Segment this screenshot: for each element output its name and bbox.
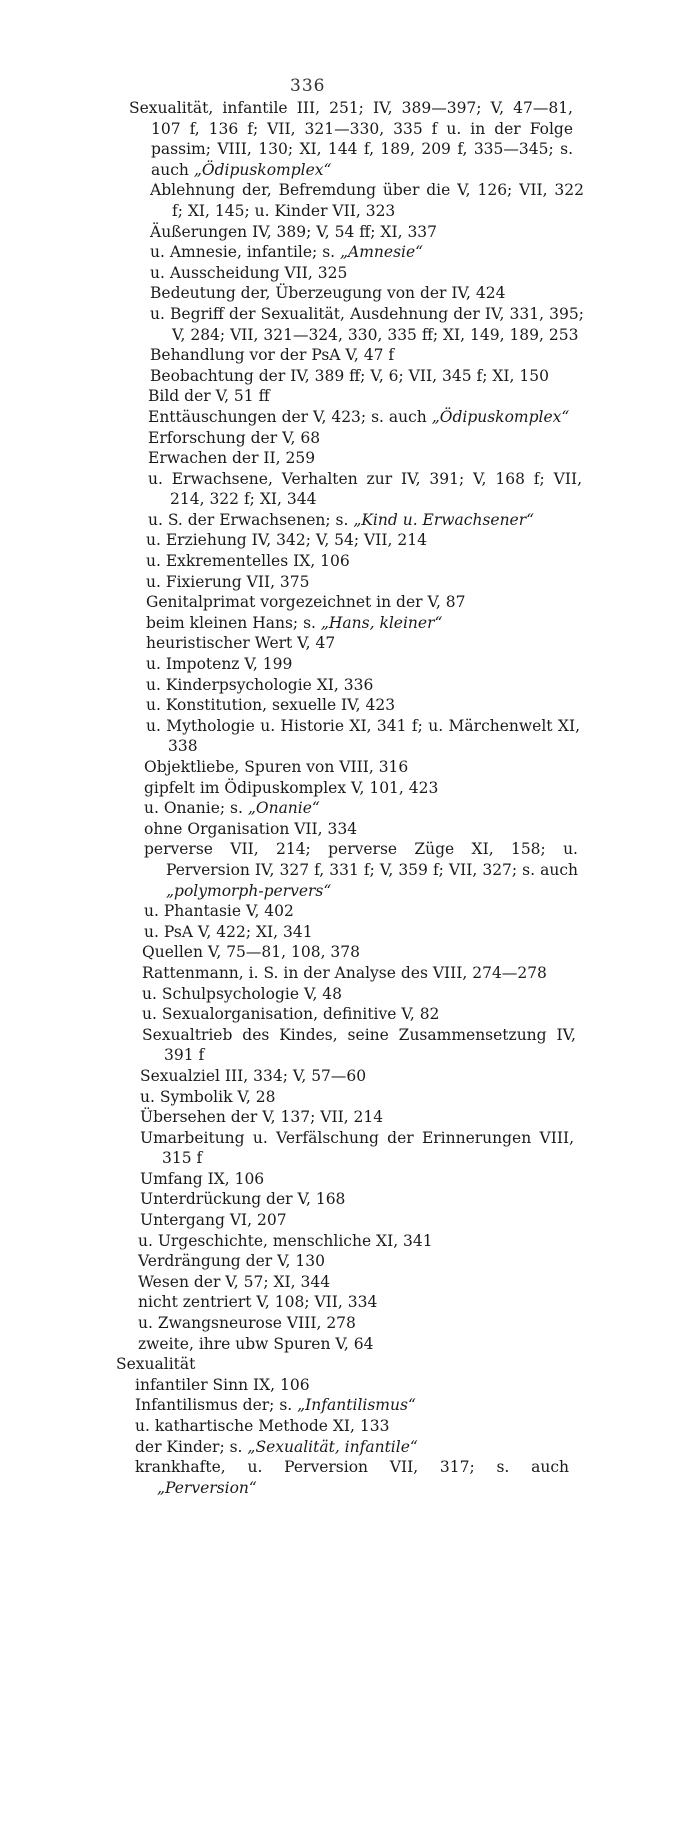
entry-text: u. Mythologie u. Historie XI, 341 f; u. Märchenwelt XI, 338 (146, 716, 580, 756)
index-subentry (150, 263, 584, 284)
entry-text: Umfang IX, 106 (140, 1169, 265, 1188)
index-subentry (146, 530, 580, 551)
index-heading (129, 98, 573, 180)
entry-text: u. Urgeschichte, menschliche XI, 341 (138, 1231, 433, 1250)
entry-text: u. Sexualorganisation, definitive V, 82 (142, 1005, 440, 1024)
index-subentry (135, 1395, 569, 1416)
entry-text: u. Kinderpsychologie XI, 336 (146, 675, 374, 694)
entry-text: infantiler Sinn IX, 106 (135, 1375, 310, 1394)
entry-crossref: „Hans, kleiner“ (320, 613, 443, 632)
index-subentry (150, 304, 584, 345)
index-subentry (150, 345, 584, 366)
entry-crossref: „Infantilismus“ (297, 1396, 416, 1415)
entry-text: beim kleinen Hans; s. (146, 613, 321, 632)
entry-text: der Kinder; s. (135, 1437, 248, 1456)
index-subentry (148, 386, 582, 407)
entry-text: u. Impotenz V, 199 (146, 655, 293, 674)
entry-text: Behandlung vor der PsA V, 47 f (150, 346, 395, 365)
index-subentry (144, 757, 578, 778)
index-subentry (142, 963, 576, 984)
index-subentry (144, 819, 578, 840)
entry-crossref: „Ödipuskomplex“ (193, 160, 332, 179)
entry-text: Beobachtung der IV, 389 ff; V, 6; VII, 345 f; XI, 150 (150, 366, 549, 385)
index-subentry (140, 1107, 574, 1128)
entry-text: u. kathartische Methode XI, 133 (135, 1417, 390, 1435)
index-subentry (148, 428, 582, 449)
index-subentry (140, 1128, 574, 1169)
index-subentry (135, 1437, 569, 1458)
entry-text: u. Fixierung VII, 375 (146, 572, 310, 591)
entry-text: u. Erziehung IV, 342; V, 54; VII, 214 (146, 531, 427, 550)
entry-text: Untergang VI, 207 (140, 1211, 287, 1230)
entry-text: Objektliebe, Spuren von VIII, 316 (144, 758, 409, 776)
index-subentry (150, 242, 584, 263)
index-subentry (150, 222, 584, 243)
index-subentry (142, 984, 576, 1005)
entry-text: Enttäuschungen der V, 423; s. auch (148, 407, 432, 426)
index-subentry (135, 1416, 569, 1437)
index-subentry (148, 469, 582, 510)
entry-text: u. Ausscheidung VII, 325 (150, 263, 348, 282)
index-subentry (144, 901, 578, 922)
entry-text: Übersehen der V, 137; VII, 214 (140, 1108, 384, 1127)
entry-text: Äußerungen IV, 389; V, 54 ff; XI, 337 (150, 222, 438, 241)
index-subentry (140, 1169, 574, 1190)
entry-text: Bedeutung der, Überzeugung von der IV, 424 (150, 284, 506, 303)
index-subentry (142, 942, 576, 963)
entry-text: Erwachen der II, 259 (148, 449, 316, 468)
index-subentry (138, 1313, 572, 1334)
entry-text: Sexualtrieb des Kindes, seine Zusammensetzung IV, 391 f (142, 1025, 576, 1065)
index-subentry (146, 592, 580, 613)
entry-text: u. Zwangsneurose VIII, 278 (138, 1314, 356, 1333)
index-subentry (138, 1334, 572, 1355)
entry-text: nicht zentriert V, 108; VII, 334 (138, 1293, 378, 1312)
index-subentry (150, 283, 584, 304)
entry-text: u. Schulpsychologie V, 48 (142, 984, 343, 1003)
entry-crossref: „Kind u. Erwachsener“ (353, 510, 535, 529)
index-subentry (140, 1066, 574, 1087)
index-subentry (146, 675, 580, 696)
entry-crossref: „Sexualität, infantile“ (247, 1437, 418, 1456)
entry-text: Ablehnung der, Befremdung über die V, 126; VII, 322 f; XI, 145; u. Kinder VII, 323 (150, 181, 584, 220)
entry-text: u. Begriff der Sexualität, Ausdehnung der IV, 331, 395; V, 284; VII, 321—324, 330, 335 ff; XI, 149, 189, 253 (150, 304, 584, 344)
entry-text: u. Konstitution, sexuelle IV, 423 (146, 696, 396, 715)
index-subentry (146, 551, 580, 572)
entry-crossref: „Ödipuskomplex“ (431, 407, 570, 426)
entry-text: u. Onanie; s. (144, 799, 248, 818)
index-subentry (140, 1087, 574, 1108)
index-subentry (144, 839, 578, 901)
index-subentry (148, 407, 582, 428)
entry-text: Sexualziel III, 334; V, 57—60 (140, 1066, 367, 1085)
entry-text: Bild der V, 51 ff (148, 387, 270, 406)
index-subentry (146, 633, 580, 654)
entry-text: Umarbeitung u. Verfälschung der Erinnerungen VIII, 315 f (140, 1128, 574, 1168)
index-subentry (146, 695, 580, 716)
entry-text: u. S. der Erwachsenen; s. (148, 510, 354, 529)
index-subentry (146, 572, 580, 593)
entry-text: Sexualität (116, 1355, 196, 1374)
index-subentry (144, 778, 578, 799)
entry-text: krankhafte, u. Perversion VII, 317; s. auch (135, 1458, 569, 1477)
index-subentry (144, 922, 578, 943)
index-entries (0, 98, 697, 1498)
index-subentry (138, 1231, 572, 1252)
entry-text: gipfelt im Ödipuskomplex V, 101, 423 (144, 778, 439, 797)
page-number: 336 (290, 76, 326, 96)
index-subentry (148, 510, 582, 531)
index-subentry (146, 654, 580, 675)
entry-text: u. Exkrementelles IX, 106 (146, 552, 350, 571)
entry-text: Rattenmann, i. S. in der Analyse des VIII, 274—278 (142, 963, 547, 982)
index-subentry (150, 366, 584, 387)
entry-crossref: „Perversion“ (157, 1478, 257, 1497)
entry-text: Quellen V, 75—81, 108, 378 (142, 943, 361, 962)
index-subentry (138, 1272, 572, 1293)
entry-text: heuristischer Wert V, 47 (146, 634, 336, 653)
index-subentry (150, 180, 584, 221)
entry-text: u. Phantasie V, 402 (144, 902, 294, 921)
index-subentry (138, 1251, 572, 1272)
index-subentry (142, 1004, 576, 1025)
entry-text: u. PsA V, 422; XI, 341 (144, 922, 313, 941)
entry-text: Unterdrückung der V, 168 (140, 1190, 346, 1209)
entry-text: Sexualität, infantile III, 251; IV, 389—397; V, 47—81, 107 f, 136 f; VII, 321—330, 335 f u. in der Folge passim; VIII, 130; XI, 144 f, 189, 209 f, 335—345; s. auch (129, 99, 573, 179)
index-subentry (142, 1025, 576, 1066)
index-subentry (140, 1189, 574, 1210)
entry-crossref: „polymorph-pervers“ (166, 881, 332, 900)
entry-crossref: „Onanie“ (247, 799, 320, 818)
index-subentry (140, 1210, 574, 1231)
entry-text: Infantilismus der; s. (135, 1396, 298, 1415)
entry-text: u. Amnesie, infantile; s. (150, 243, 340, 262)
entry-text: perverse VII, 214; perverse Züge XI, 158; u. Perversion IV, 327 f, 331 f; V, 359 f; VII, 327; s. auch (144, 840, 578, 879)
index-subentry (148, 448, 582, 469)
entry-text: zweite, ihre ubw Spuren V, 64 (138, 1334, 374, 1353)
entry-text: u. Erwachsene, Verhalten zur IV, 391; V, 168 f; VII, 214, 322 f; XI, 344 (148, 469, 582, 509)
entry-text: Erforschung der V, 68 (148, 428, 321, 447)
index-heading (116, 1354, 576, 1375)
entry-text: Wesen der V, 57; XI, 344 (138, 1272, 331, 1291)
entry-text: ohne Organisation VII, 334 (144, 819, 358, 838)
entry-text: u. Symbolik V, 28 (140, 1087, 276, 1106)
entry-crossref: „Amnesie“ (340, 243, 424, 262)
entry-text: Verdrängung der V, 130 (138, 1252, 325, 1271)
index-subentry (146, 716, 580, 757)
index-subentry (135, 1457, 569, 1498)
index-subentry (146, 613, 580, 634)
index-subentry (138, 1292, 572, 1313)
entry-text: Genitalprimat vorgezeichnet in der V, 87 (146, 593, 466, 612)
index-subentry (144, 798, 578, 819)
index-subentry (135, 1375, 569, 1396)
